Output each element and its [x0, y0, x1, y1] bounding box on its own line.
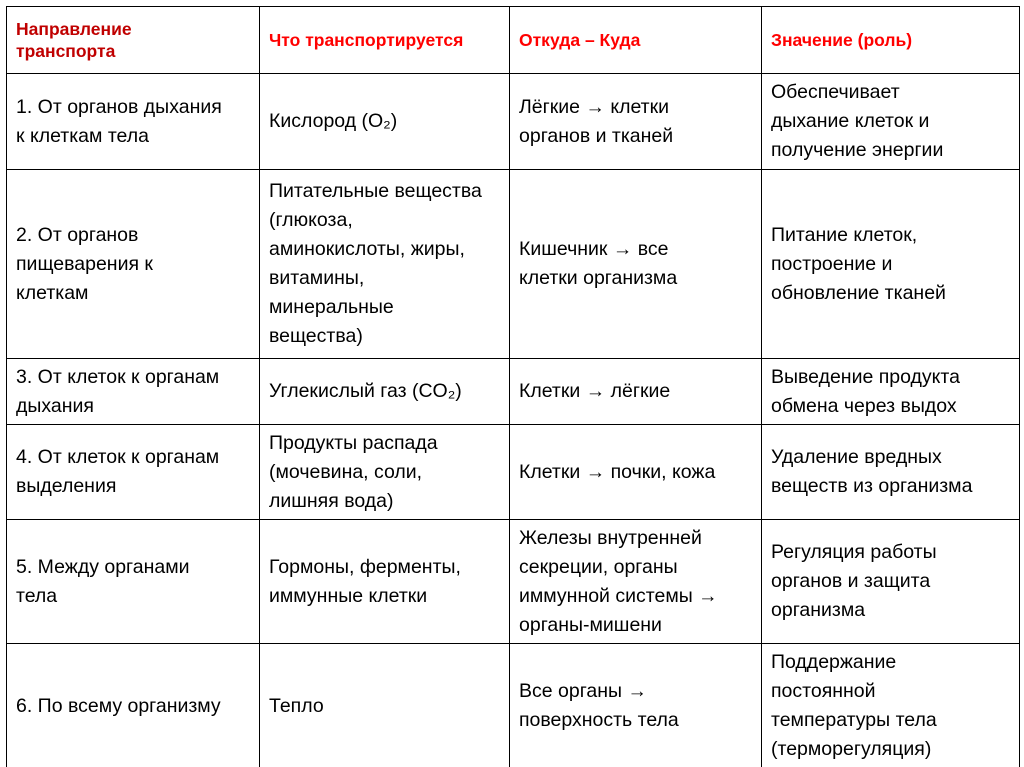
- cell-text: Углекислый газ (CO₂): [269, 380, 462, 402]
- cell-role: [762, 74, 1020, 170]
- cell-text: 4. От клеток к органам выделения: [16, 446, 220, 497]
- cell-text: Клетки → лёгкие: [519, 380, 671, 402]
- cell-role: [762, 170, 1020, 359]
- cell-text: 3. От клеток к органам дыхания: [16, 365, 220, 417]
- cell-from-to: [510, 520, 762, 644]
- cell-text: Тепло: [269, 694, 324, 717]
- table-row: [7, 644, 1020, 767]
- cell-role: [762, 359, 1020, 425]
- cell-direction: [7, 425, 260, 520]
- cell-text: Гормоны, ферменты, иммунные клетки: [269, 555, 461, 607]
- cell-what: [260, 644, 510, 767]
- cell-what: [260, 359, 510, 425]
- cell-text: Удаление вредных веществ из организма: [771, 446, 973, 497]
- cell-text: Кишечник → все клетки организма: [519, 238, 678, 289]
- header-role: [762, 7, 1020, 74]
- cell-text: Все органы → поверхность тела: [519, 680, 679, 731]
- header-role-label: Значение (роль): [771, 30, 913, 50]
- header-direction: [7, 7, 260, 74]
- cell-from-to: [510, 74, 762, 170]
- header-direction-label: Направление транспорта: [16, 19, 132, 61]
- header-what-label: Что транспортируется: [269, 30, 464, 50]
- header-from-to-label: Откуда – Куда: [519, 30, 641, 50]
- cell-what: [260, 74, 510, 170]
- cell-text: Питание клеток, построение и обновление тканей: [771, 223, 946, 304]
- cell-text: Выведение продукта обмена через выдох: [771, 365, 960, 417]
- cell-text: 2. От органов пищеварения к клеткам: [16, 223, 153, 304]
- cell-text: 5. Между органами тела: [16, 555, 190, 607]
- cell-direction: [7, 520, 260, 644]
- cell-text: Железы внутренней секреции, органы иммунной системы → органы-мишени: [519, 526, 718, 636]
- cell-text: Обеспечивает дыхание клеток и получение энергии: [771, 81, 944, 161]
- cell-from-to: [510, 359, 762, 425]
- cell-text: Поддержание постоянной температуры тела (терморегуляция): [771, 651, 937, 760]
- cell-text: Лёгкие → клетки органов и тканей: [519, 95, 674, 147]
- cell-text: Регуляция работы органов и защита организма: [771, 541, 937, 621]
- cell-text: Клетки → почки, кожа: [519, 460, 716, 483]
- table-row: [7, 74, 1020, 170]
- table-row: [7, 425, 1020, 520]
- table-row: [7, 359, 1020, 425]
- cell-direction: [7, 644, 260, 767]
- table-row: [7, 170, 1020, 359]
- cell-what: [260, 425, 510, 520]
- table-row: [7, 520, 1020, 644]
- cell-text: 1. От органов дыхания к клеткам тела: [16, 95, 222, 147]
- transport-table: [6, 6, 1020, 767]
- cell-text: Продукты распада (мочевина, соли, лишняя вода): [269, 431, 438, 512]
- cell-role: [762, 644, 1020, 767]
- cell-text: Питательные вещества (глюкоза, аминокислоты, жиры, витамины, минеральные вещества): [269, 180, 482, 347]
- cell-direction: [7, 74, 260, 170]
- header-from-to: [510, 7, 762, 74]
- cell-from-to: [510, 644, 762, 767]
- cell-what: [260, 520, 510, 644]
- header-row: [7, 7, 1020, 74]
- cell-direction: [7, 170, 260, 359]
- cell-from-to: [510, 170, 762, 359]
- cell-role: [762, 425, 1020, 520]
- cell-direction: [7, 359, 260, 425]
- cell-from-to: [510, 425, 762, 520]
- header-what: [260, 7, 510, 74]
- cell-text: 6. По всему организму: [16, 694, 221, 717]
- cell-role: [762, 520, 1020, 644]
- cell-what: [260, 170, 510, 359]
- cell-text: Кислород (O₂): [269, 110, 398, 132]
